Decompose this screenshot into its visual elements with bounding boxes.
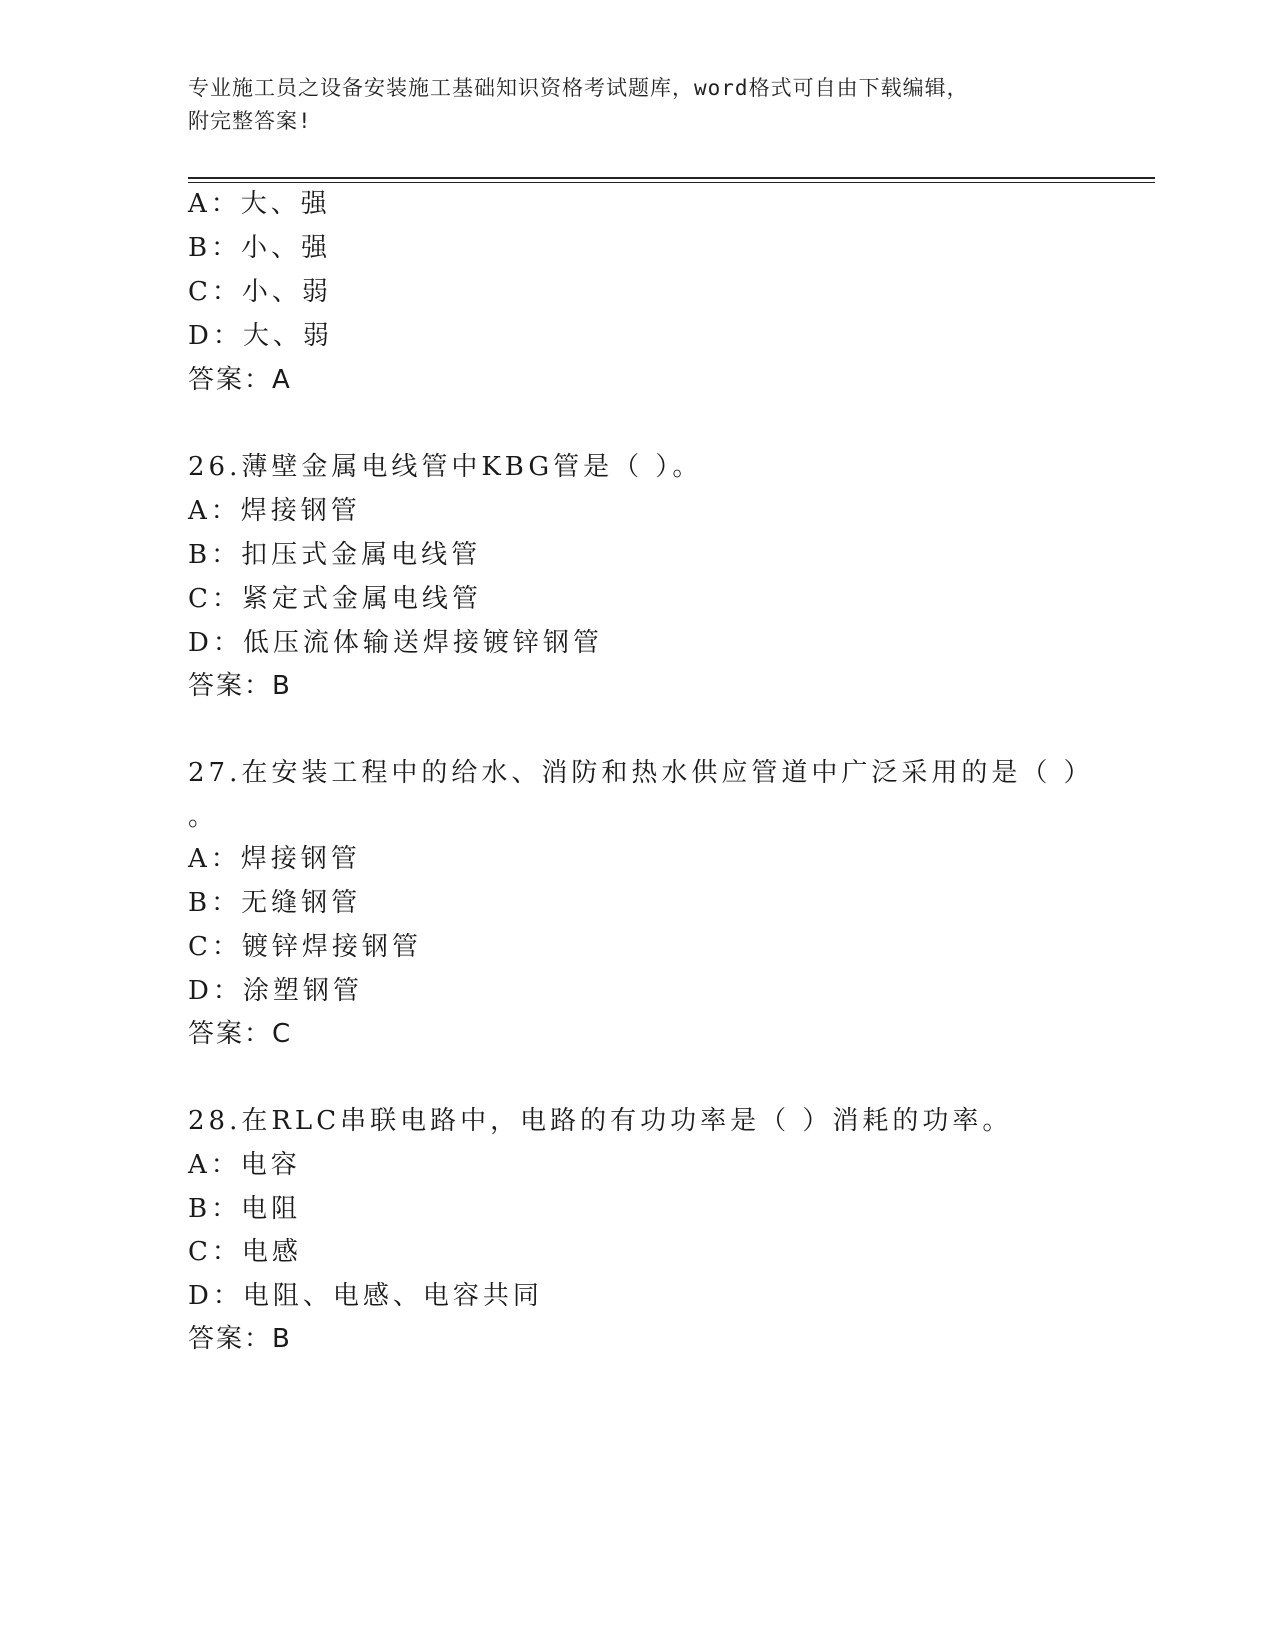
q28-option-a: A：电容 (188, 1150, 301, 1180)
q28-option-b: B：电阻 (188, 1194, 302, 1224)
q26-question: 26.薄壁金属电线管中KBG管是（ ）。 (188, 452, 703, 482)
q26-option-a: A：焊接钢管 (188, 496, 361, 526)
q27-option-b: B：无缝钢管 (188, 888, 362, 918)
q28-option-c: C：电感 (188, 1237, 302, 1267)
q26-option-b: B：扣压式金属电线管 (188, 540, 482, 570)
q27-question-line-1: 27.在安装工程中的给水、消防和热水供应管道中广泛采用的是（ ） (188, 758, 1094, 788)
q26-option-c: C：紧定式金属电线管 (188, 584, 482, 614)
q25-option-d: D：大、弱 (188, 321, 333, 351)
header-divider-thin (188, 182, 1155, 183)
q27-question-line-2: 。 (188, 802, 219, 832)
q28-answer: 答案：B (188, 1324, 292, 1354)
q27-answer: 答案：C (188, 1019, 293, 1049)
header-divider-thick (188, 177, 1155, 179)
q28-question: 28.在RLC串联电路中，电路的有功功率是（ ）消耗的功率。 (188, 1106, 1013, 1136)
q27-option-c: C：镀锌焊接钢管 (188, 932, 422, 962)
q25-option-a: A：大、强 (188, 189, 331, 219)
header-title-line-1: 专业施工员之设备安装施工基础知识资格考试题库，word格式可自由下载编辑， (188, 76, 969, 100)
q25-option-c: C：小、弱 (188, 277, 332, 307)
q26-option-d: D：低压流体输送焊接镀锌钢管 (188, 628, 603, 658)
q27-option-a: A：焊接钢管 (188, 844, 361, 874)
q25-option-b: B：小、强 (188, 233, 332, 263)
q25-answer: 答案：A (188, 365, 292, 395)
q26-answer: 答案：B (188, 671, 292, 701)
q28-option-d: D：电阻、电感、电容共同 (188, 1281, 543, 1311)
header-title-line-2: 附完整答案! (188, 109, 312, 133)
q27-option-d: D：涂塑钢管 (188, 976, 363, 1006)
document-header (188, 72, 1068, 138)
